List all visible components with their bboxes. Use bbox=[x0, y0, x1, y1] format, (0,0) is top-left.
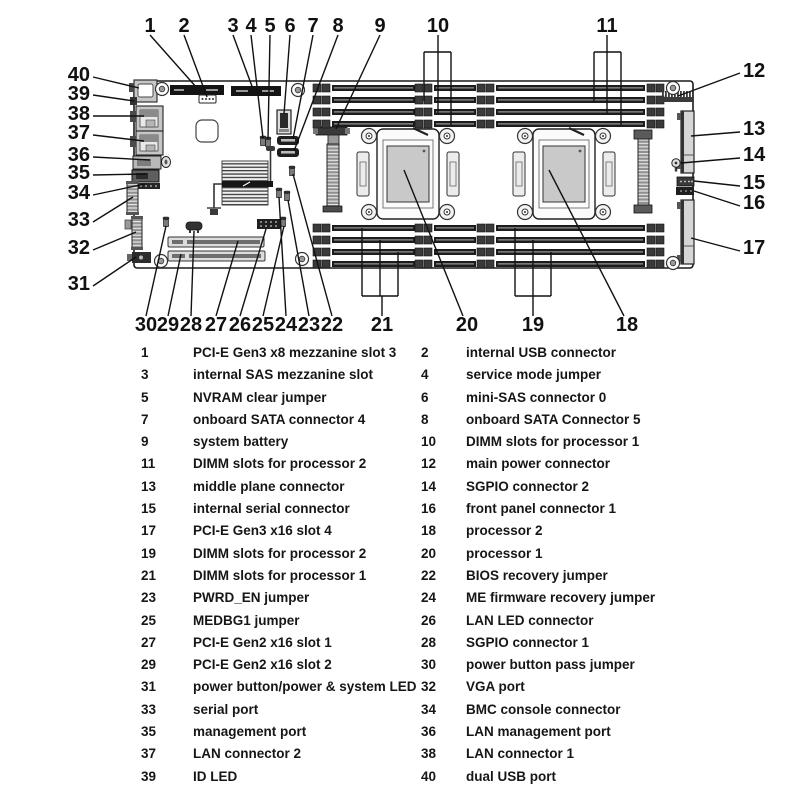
callout-1: 1 bbox=[144, 15, 156, 37]
legend-number: 21 bbox=[141, 567, 157, 583]
legend-row bbox=[141, 498, 800, 520]
legend-number: 33 bbox=[141, 701, 157, 717]
legend-number: 6 bbox=[421, 389, 429, 405]
management-port bbox=[132, 170, 159, 182]
legend-number: 14 bbox=[421, 478, 437, 494]
legend-row bbox=[141, 409, 800, 431]
callout-16: 16 bbox=[743, 192, 766, 214]
callout-22: 22 bbox=[320, 314, 344, 336]
legend-label: internal USB connector bbox=[466, 345, 617, 360]
legend-label: LAN connector 1 bbox=[466, 746, 575, 762]
callout-37: 37 bbox=[67, 122, 90, 144]
legend-label: BIOS recovery jumper bbox=[466, 567, 608, 583]
front-panel-connector-1 bbox=[676, 187, 694, 195]
internal-usb-connector bbox=[199, 95, 216, 103]
callout-40: 40 bbox=[67, 64, 90, 86]
legend-number: 10 bbox=[421, 434, 437, 450]
callout-5: 5 bbox=[264, 15, 276, 37]
legend-row bbox=[141, 342, 800, 364]
legend-number: 15 bbox=[141, 501, 157, 517]
callout-24: 24 bbox=[274, 314, 298, 336]
legend-number: 2 bbox=[421, 345, 429, 360]
motherboard-diagram bbox=[0, 0, 800, 338]
legend-row bbox=[141, 587, 800, 609]
legend-row bbox=[141, 721, 800, 743]
legend-row bbox=[141, 387, 800, 409]
legend-row bbox=[141, 364, 800, 386]
legend-number: 24 bbox=[421, 590, 437, 606]
legend-number: 28 bbox=[421, 634, 437, 650]
legend-number: 11 bbox=[141, 456, 156, 472]
callout-2: 2 bbox=[178, 15, 190, 37]
legend-label: main power connector bbox=[466, 456, 611, 472]
legend-label: internal serial connector bbox=[193, 501, 350, 517]
legend-number: 12 bbox=[421, 456, 437, 472]
legend-number: 35 bbox=[141, 724, 157, 740]
legend-number: 27 bbox=[141, 634, 157, 650]
callout-34: 34 bbox=[67, 182, 90, 204]
callout-8: 8 bbox=[332, 15, 344, 37]
callout-26: 26 bbox=[228, 314, 252, 336]
callout-32: 32 bbox=[67, 237, 90, 259]
legend-label: power button/power & system LED bbox=[193, 679, 417, 695]
legend-number: 22 bbox=[421, 567, 437, 583]
callout-39: 39 bbox=[67, 83, 90, 105]
legend-row bbox=[141, 565, 800, 587]
callout-31: 31 bbox=[67, 273, 90, 295]
legend-label: serial port bbox=[193, 701, 259, 717]
legend-row bbox=[141, 743, 800, 765]
legend-label: onboard SATA Connector 5 bbox=[466, 411, 641, 427]
legend-label: power button pass jumper bbox=[466, 657, 635, 673]
power-button-pass-jumper bbox=[163, 217, 169, 227]
legend-label: processor 1 bbox=[466, 545, 543, 561]
legend-label: mini-SAS connector 0 bbox=[466, 389, 607, 405]
internal-serial-connector bbox=[677, 177, 694, 186]
callout-29: 29 bbox=[156, 314, 180, 336]
callout-23: 23 bbox=[297, 314, 321, 336]
legend-number: 32 bbox=[421, 679, 437, 695]
legend-number: 1 bbox=[141, 345, 149, 360]
legend-number: 37 bbox=[141, 746, 157, 762]
pwrd-en-jumper bbox=[284, 191, 290, 201]
legend-number: 13 bbox=[141, 478, 157, 494]
callout-12: 12 bbox=[743, 60, 766, 82]
legend-label: DIMM slots for processor 2 bbox=[193, 545, 367, 561]
legend-number: 26 bbox=[421, 612, 437, 628]
legend-label: front panel connector 1 bbox=[466, 501, 617, 517]
legend-label: DIMM slots for processor 1 bbox=[193, 567, 367, 583]
legend-row bbox=[141, 676, 800, 698]
legend-number: 38 bbox=[421, 746, 437, 762]
legend-row bbox=[141, 431, 800, 453]
legend-label: BMC console connector bbox=[466, 701, 621, 717]
legend-number: 9 bbox=[141, 434, 149, 450]
legend-row bbox=[141, 453, 800, 475]
callout-30: 30 bbox=[134, 314, 158, 336]
legend-label: PCI-E Gen3 x8 mezzanine slot 3 bbox=[193, 345, 397, 360]
callout-7: 7 bbox=[307, 15, 319, 37]
callout-6: 6 bbox=[284, 15, 296, 37]
legend-row bbox=[141, 654, 800, 676]
legend-label: dual USB port bbox=[466, 768, 556, 784]
me-firmware-recovery-jumper bbox=[276, 188, 282, 198]
legend-number: 4 bbox=[421, 367, 429, 383]
legend-label: NVRAM clear jumper bbox=[193, 389, 327, 405]
callout-19: 19 bbox=[521, 314, 545, 336]
legend-number: 3 bbox=[141, 367, 149, 383]
callout-14: 14 bbox=[743, 144, 766, 166]
legend-label: middle plane connector bbox=[193, 478, 345, 494]
callout-4: 4 bbox=[245, 15, 257, 37]
callout-11: 11 bbox=[596, 15, 618, 37]
legend-label: processor 2 bbox=[466, 523, 543, 539]
legend-label: LAN connector 2 bbox=[193, 746, 302, 762]
callout-13: 13 bbox=[743, 118, 766, 140]
legend-label: ME firmware recovery jumper bbox=[466, 590, 656, 606]
legend-number: 31 bbox=[141, 679, 157, 695]
callout-15: 15 bbox=[743, 172, 766, 194]
callout-20: 20 bbox=[455, 314, 479, 336]
legend-label: SGPIO connector 2 bbox=[466, 478, 590, 494]
pcie-mezzanine-slot-3 bbox=[170, 85, 224, 95]
callout-28: 28 bbox=[179, 314, 203, 336]
callout-36: 36 bbox=[67, 144, 90, 166]
callout-33: 33 bbox=[67, 209, 90, 231]
legend-label: internal SAS mezzanine slot bbox=[193, 367, 374, 383]
internal-sas-mezzanine-slot bbox=[231, 86, 281, 96]
legend-row bbox=[141, 543, 800, 565]
legend-row bbox=[141, 476, 800, 498]
legend-number: 16 bbox=[421, 501, 437, 517]
legend-number: 20 bbox=[421, 545, 437, 561]
legend-number: 39 bbox=[141, 768, 157, 784]
legend-number: 34 bbox=[421, 701, 437, 717]
legend-number: 25 bbox=[141, 612, 157, 628]
legend-number: 17 bbox=[141, 523, 157, 539]
legend-label: PCI-E Gen2 x16 slot 2 bbox=[193, 657, 332, 673]
legend bbox=[141, 342, 800, 788]
sata-connector-5 bbox=[277, 148, 299, 157]
lan-led-connector bbox=[257, 219, 281, 229]
callout-17: 17 bbox=[743, 237, 766, 259]
legend-label: ID LED bbox=[193, 768, 238, 784]
legend-label: MEDBG1 jumper bbox=[193, 612, 300, 628]
legend-label: SGPIO connector 1 bbox=[466, 634, 590, 650]
pcie-gen2-x16-slot-1 bbox=[168, 237, 264, 247]
callout-35: 35 bbox=[67, 162, 90, 184]
bios-recovery-jumper bbox=[289, 166, 295, 176]
legend-number: 29 bbox=[141, 657, 157, 673]
callout-18: 18 bbox=[615, 314, 639, 336]
callout-38: 38 bbox=[67, 103, 90, 125]
pcie-gen2-x16-slot-2 bbox=[168, 251, 265, 261]
callout-10: 10 bbox=[426, 15, 450, 37]
bmc-console-connector bbox=[137, 183, 160, 189]
legend-label: PCI-E Gen2 x16 slot 1 bbox=[193, 634, 332, 650]
legend-number: 30 bbox=[421, 657, 437, 673]
legend-number: 18 bbox=[421, 523, 437, 539]
legend-number: 19 bbox=[141, 545, 157, 561]
legend-number: 23 bbox=[141, 590, 157, 606]
lan-management-port bbox=[133, 156, 171, 169]
legend-number: 8 bbox=[421, 411, 429, 427]
callout-25: 25 bbox=[251, 314, 275, 336]
legend-label: DIMM slots for processor 1 bbox=[466, 434, 640, 450]
legend-label: service mode jumper bbox=[466, 367, 602, 383]
legend-label: PWRD_EN jumper bbox=[193, 590, 310, 606]
callout-27: 27 bbox=[204, 314, 228, 336]
legend-label: DIMM slots for processor 2 bbox=[193, 456, 367, 472]
legend-label: VGA port bbox=[466, 679, 525, 695]
legend-row bbox=[141, 766, 800, 788]
legend-number: 36 bbox=[421, 724, 437, 740]
legend-label: PCI-E Gen3 x16 slot 4 bbox=[193, 523, 332, 539]
legend-label: LAN management port bbox=[466, 724, 611, 740]
legend-number: 5 bbox=[141, 389, 149, 405]
callout-21: 21 bbox=[370, 314, 394, 336]
callout-9: 9 bbox=[374, 15, 386, 37]
legend-label: LAN LED connector bbox=[466, 612, 594, 628]
legend-row bbox=[141, 632, 800, 654]
legend-number: 7 bbox=[141, 411, 149, 427]
legend-row bbox=[141, 699, 800, 721]
callout-3: 3 bbox=[227, 15, 239, 37]
legend-label: system battery bbox=[193, 434, 289, 450]
legend-row bbox=[141, 520, 800, 542]
legend-row bbox=[141, 610, 800, 632]
legend-label: management port bbox=[193, 724, 307, 740]
legend-label: onboard SATA connector 4 bbox=[193, 411, 366, 427]
sata-connector-4 bbox=[277, 136, 299, 145]
legend-number: 40 bbox=[421, 768, 437, 784]
